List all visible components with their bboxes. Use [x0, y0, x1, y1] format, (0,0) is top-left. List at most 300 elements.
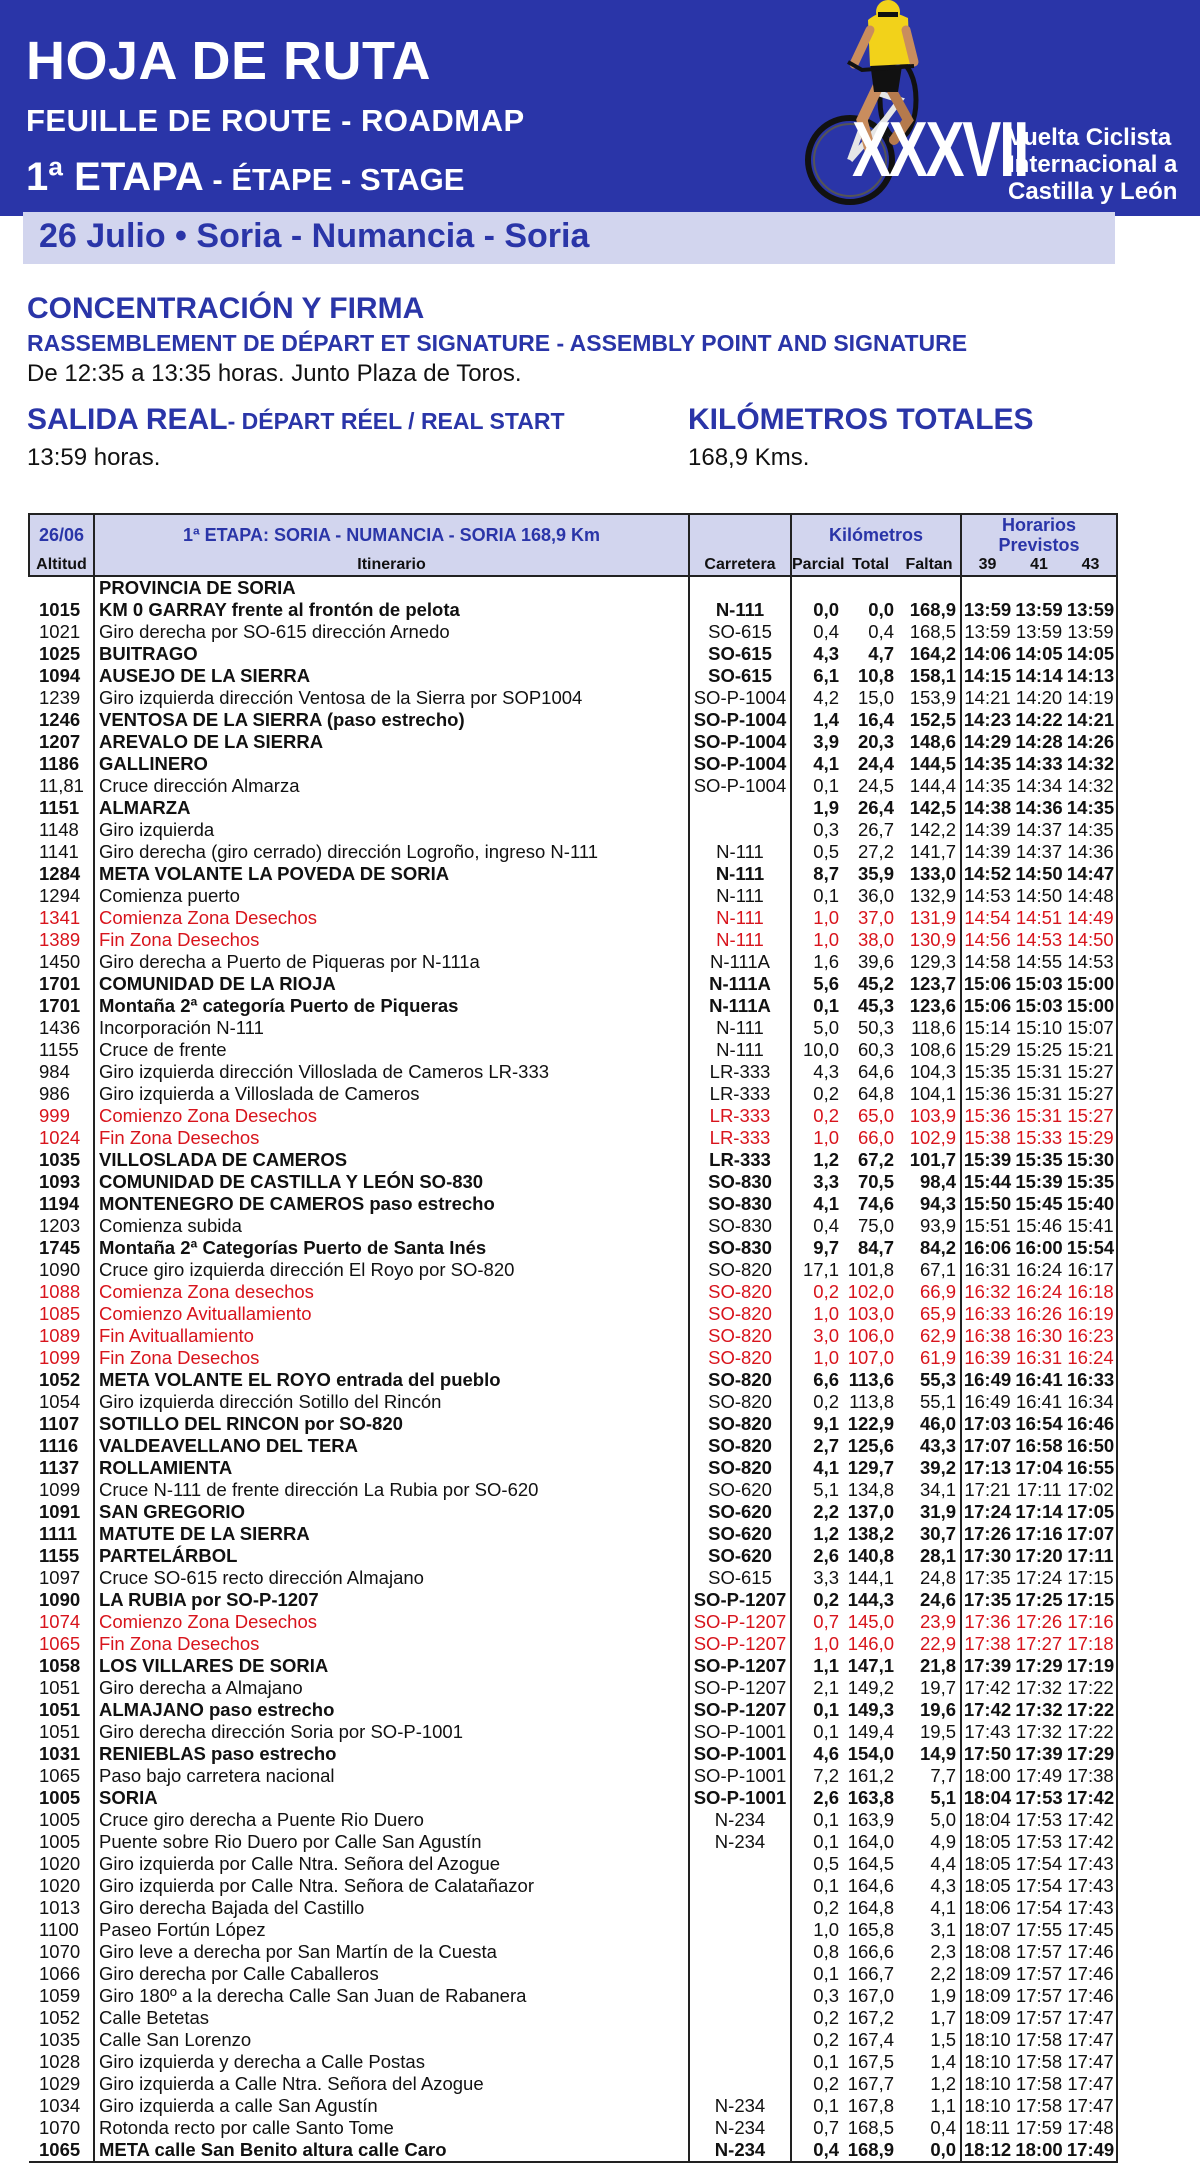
time-41-cell: 16:54 [1015, 1413, 1063, 1434]
road-cell: SO-P-1004 [689, 687, 791, 709]
itinerary-cell: COMUNIDAD DE CASTILLA Y LEÓN SO-830 [94, 1171, 689, 1193]
remaining-km-cell: 19,5 [898, 1721, 961, 1743]
altitude-cell: 1194 [39, 1193, 80, 1214]
time-39-cell: 14:58 [964, 951, 1011, 972]
table-row [29, 1435, 1117, 1457]
time-43-cell: 17:42 [1065, 1831, 1117, 1853]
remaining-km-cell: 142,5 [898, 797, 961, 819]
road-cell: SO-830 [689, 1237, 791, 1259]
total-km-cell: 24,5 [857, 775, 894, 796]
partial-km-cell: 3,9 [791, 731, 843, 753]
road-cell [689, 2073, 791, 2095]
partial-km-cell: 1,0 [791, 1303, 843, 1325]
total-km-cell: 163,8 [847, 1787, 894, 1808]
table-row [29, 621, 1117, 643]
table-row [29, 1963, 1117, 1985]
partial-km-cell: 1,0 [791, 1633, 843, 1655]
table-row [29, 665, 1117, 687]
table-row [29, 841, 1117, 863]
time-43-cell: 16:24 [1065, 1347, 1117, 1369]
table-row [29, 1347, 1117, 1369]
total-km-cell: 137,0 [847, 1501, 894, 1522]
time-39-cell: 14:06 [963, 643, 1012, 664]
total-km-cell: 35,9 [857, 863, 894, 884]
road-cell: SO-820 [689, 1259, 791, 1281]
altitude-cell: 1015 [39, 599, 81, 620]
altitude-cell: 1088 [39, 1281, 81, 1302]
itinerary-cell: Paso bajo carretera nacional [94, 1765, 689, 1787]
time-41-cell: 17:32 [1015, 1699, 1063, 1720]
time-43-cell: 17:19 [1065, 1655, 1117, 1677]
altitude-cell: 1074 [39, 1611, 81, 1632]
remaining-km-cell: 5,0 [898, 1809, 961, 1831]
time-43-cell: 15:30 [1065, 1149, 1117, 1171]
table-row [29, 2029, 1117, 2051]
total-km-cell: 74,6 [857, 1193, 894, 1214]
altitude-cell: 1005 [39, 1809, 81, 1830]
itinerary-cell: Comienzo Zona Desechos [94, 1611, 689, 1633]
remaining-km-cell: 14,9 [898, 1743, 961, 1765]
time-43-cell: 17:46 [1065, 1941, 1117, 1963]
remaining-km-cell: 5,1 [898, 1787, 961, 1809]
altitude-cell: 1116 [39, 1435, 79, 1456]
table-row [29, 2007, 1117, 2029]
remaining-km-cell: 133,0 [898, 863, 961, 885]
time-43-cell: 13:59 [1065, 599, 1117, 621]
partial-km-cell: 6,6 [791, 1369, 843, 1391]
header-km-group: Kilómetros [791, 514, 961, 555]
header-h43: 43 [1065, 555, 1117, 576]
time-39-cell: 18:05 [964, 1853, 1011, 1874]
time-43-cell: 14:50 [1065, 929, 1117, 951]
altitude-cell: 1070 [39, 1941, 81, 1962]
altitude-cell: 11,81 [39, 775, 84, 796]
altitude-cell: 1091 [39, 1501, 81, 1522]
time-43-cell: 17:16 [1065, 1611, 1117, 1633]
total-km-cell: 27,2 [857, 841, 894, 862]
time-39-cell: 15:38 [964, 1127, 1011, 1148]
road-cell [689, 2029, 791, 2051]
table-row [29, 599, 1117, 621]
itinerary-cell: Giro derecha Bajada del Castillo [94, 1897, 689, 1919]
time-43-cell: 17:15 [1065, 1589, 1117, 1611]
table-row [29, 1391, 1117, 1413]
time-41-cell: 15:10 [1015, 1017, 1063, 1038]
table-row [29, 951, 1117, 973]
total-km-title: KILÓMETROS TOTALES [688, 403, 1034, 436]
road-cell: SO-P-1001 [689, 1765, 791, 1787]
altitude-cell [29, 576, 94, 599]
table-row [29, 1721, 1117, 1743]
road-cell: SO-620 [689, 1479, 791, 1501]
total-km-cell: 144,1 [847, 1567, 894, 1588]
time-39-cell: 15:50 [963, 1193, 1012, 1214]
altitude-cell: 1099 [39, 1479, 81, 1500]
altitude-cell: 1097 [39, 1567, 81, 1588]
total-km-cell: 20,3 [857, 731, 894, 752]
total-km-cell: 70,5 [857, 1171, 894, 1192]
time-39-cell: 15:51 [964, 1215, 1011, 1236]
time-39-cell: 18:10 [964, 2051, 1011, 2072]
itinerary-cell: COMUNIDAD DE LA RIOJA [94, 973, 689, 995]
time-41-cell: 17:54 [1015, 1897, 1063, 1918]
time-39-cell: 18:00 [964, 1765, 1011, 1786]
itinerary-cell: Giro izquierda a Calle Ntra. Señora del Azogue [94, 2073, 689, 2095]
header-altitud: Altitud [29, 555, 94, 576]
table-row [29, 1171, 1117, 1193]
start-title-sub: - DÉPART RÉEL / REAL START [227, 408, 565, 434]
altitude-cell: 1065 [29, 2139, 94, 2162]
time-43-cell: 17:07 [1065, 1523, 1117, 1545]
time-39-cell: 14:35 [963, 753, 1012, 774]
itinerary-cell: Giro izquierda por Calle Ntra. Señora de Calatañazor [94, 1875, 689, 1897]
total-km-cell: 16,4 [857, 709, 894, 730]
road-cell: LR-333 [689, 1061, 791, 1083]
table-row [29, 1523, 1117, 1545]
remaining-km-cell: 84,2 [898, 1237, 961, 1259]
table-row [29, 2117, 1117, 2139]
time-43-cell: 17:46 [1065, 1963, 1117, 1985]
itinerary-cell: Fin Avituallamiento [94, 1325, 689, 1347]
time-43-cell: 15:29 [1065, 1127, 1117, 1149]
time-43-cell: 13:59 [1065, 621, 1117, 643]
total-km-cell: 167,2 [847, 2007, 894, 2028]
header-carretera: Carretera [689, 555, 791, 576]
time-41-cell: 17:57 [1015, 1941, 1063, 1962]
altitude-cell: 1701 [39, 973, 81, 994]
itinerary-cell: LA RUBIA por SO-P-1207 [94, 1589, 689, 1611]
table-row [29, 797, 1117, 819]
remaining-km-cell: 21,8 [898, 1655, 961, 1677]
page-subtitle: FEUILLE DE ROUTE - ROADMAP [26, 103, 525, 138]
itinerary-cell: Comienza Zona Desechos [94, 907, 689, 929]
time-43-cell: 15:41 [1065, 1215, 1117, 1237]
time-41-cell: 17:11 [1016, 1479, 1062, 1500]
table-row [29, 1985, 1117, 2007]
total-km-cell: 106,0 [847, 1325, 894, 1346]
road-cell: SO-P-1001 [689, 1787, 791, 1809]
time-43-cell: 17:11 [1065, 1545, 1117, 1567]
time-41-cell: 15:31 [1015, 1083, 1063, 1104]
itinerary-cell: PROVINCIA DE SORIA [94, 576, 689, 599]
time-41-cell: 17:53 [1015, 1787, 1063, 1808]
remaining-km-cell [898, 576, 961, 599]
remaining-km-cell: 1,7 [898, 2007, 961, 2029]
total-km-cell: 125,6 [847, 1435, 894, 1456]
time-39-cell: 17:21 [964, 1479, 1011, 1500]
remaining-km-cell: 22,9 [898, 1633, 961, 1655]
total-km-cell: 164,0 [847, 1831, 894, 1852]
time-39-cell: 18:10 [964, 2029, 1011, 2050]
time-39-cell: 14:39 [964, 819, 1011, 840]
total-km-cell: 149,3 [847, 1699, 894, 1720]
road-cell: N-111 [689, 599, 791, 621]
time-39-cell: 15:36 [964, 1083, 1011, 1104]
assembly-title: CONCENTRACIÓN Y FIRMA [27, 292, 425, 325]
time-41-cell [1013, 576, 1065, 599]
road-cell: N-111 [689, 929, 791, 951]
time-41-cell: 15:35 [1015, 1149, 1063, 1170]
road-cell: SO-830 [689, 1215, 791, 1237]
total-km-cell: 67,2 [857, 1149, 894, 1170]
table-row [29, 2095, 1117, 2117]
table-row [29, 643, 1117, 665]
total-km-cell: 103,0 [847, 1303, 894, 1324]
road-cell: SO-820 [689, 1325, 791, 1347]
altitude-cell: 1239 [39, 687, 81, 708]
time-39-cell: 18:11 [965, 2117, 1010, 2138]
time-39-cell: 15:39 [963, 1149, 1012, 1170]
remaining-km-cell: 1,2 [898, 2073, 961, 2095]
itinerary-cell: VILLOSLADA DE CAMEROS [94, 1149, 689, 1171]
assembly-subtitle: RASSEMBLEMENT DE DÉPART ET SIGNATURE - ASSEMBLY POINT AND SIGNATURE [27, 330, 968, 356]
time-41-cell: 16:41 [1015, 1369, 1063, 1390]
road-cell [689, 1875, 791, 1897]
altitude-cell: 984 [39, 1061, 70, 1082]
itinerary-cell: Rotonda recto por calle Santo Tome [94, 2117, 689, 2139]
assembly-text: De 12:35 a 13:35 horas. Junto Plaza de Toros. [27, 360, 522, 387]
itinerary-cell: Fin Zona Desechos [94, 1347, 689, 1369]
table-row [29, 1589, 1117, 1611]
time-39-cell: 17:35 [964, 1567, 1011, 1588]
road-cell: SO-P-1207 [689, 1589, 791, 1611]
partial-km-cell: 1,9 [791, 797, 843, 819]
time-41-cell: 16:30 [1015, 1325, 1063, 1346]
time-39-cell: 15:06 [963, 973, 1012, 994]
partial-km-cell: 1,4 [791, 709, 843, 731]
itinerary-cell: KM 0 GARRAY frente al frontón de pelota [94, 599, 689, 621]
table-row [29, 1127, 1117, 1149]
altitude-cell: 1021 [39, 621, 81, 642]
altitude-cell: 1054 [39, 1391, 81, 1412]
time-43-cell: 17:22 [1065, 1677, 1117, 1699]
time-39-cell: 17:36 [964, 1611, 1011, 1632]
itinerary-cell: Puente sobre Rio Duero por Calle San Agustín [94, 1831, 689, 1853]
header-banner [0, 0, 1200, 216]
time-43-cell: 14:19 [1065, 687, 1117, 709]
remaining-km-cell: 108,6 [898, 1039, 961, 1061]
time-41-cell: 17:27 [1015, 1633, 1063, 1654]
partial-km-cell: 1,1 [791, 1655, 843, 1677]
road-cell: SO-P-1207 [689, 1633, 791, 1655]
table-row [29, 1787, 1117, 1809]
table-row [29, 2073, 1117, 2095]
time-41-cell: 14:37 [1015, 841, 1063, 862]
time-43-cell [1065, 576, 1117, 599]
header-total: Total [843, 555, 898, 576]
total-km-cell: 26,4 [857, 797, 894, 818]
itinerary-cell: Cruce SO-615 recto dirección Almajano [94, 1567, 689, 1589]
itinerary-cell: Cruce giro derecha a Puente Rio Duero [94, 1809, 689, 1831]
partial-km-cell: 8,7 [791, 863, 843, 885]
partial-km-cell: 0,1 [791, 775, 843, 797]
time-43-cell: 17:48 [1065, 2117, 1117, 2139]
table-row [29, 1369, 1117, 1391]
total-km-cell: 10,8 [857, 665, 894, 686]
partial-km-cell: 0,1 [791, 1699, 843, 1721]
time-39-cell: 14:29 [963, 731, 1012, 752]
table-row [29, 1061, 1117, 1083]
time-39-cell: 14:56 [964, 929, 1011, 950]
road-cell: LR-333 [689, 1083, 791, 1105]
remaining-km-cell: 164,2 [898, 643, 961, 665]
table-row [29, 1039, 1117, 1061]
time-41-cell: 17:14 [1015, 1501, 1063, 1522]
time-41-cell: 14:37 [1015, 819, 1063, 840]
time-39-cell: 16:49 [964, 1391, 1011, 1412]
road-cell: SO-615 [689, 1567, 791, 1589]
itinerary-cell: Giro derecha por SO-615 dirección Arnedo [94, 621, 689, 643]
itinerary-cell: Cruce dirección Almarza [94, 775, 689, 797]
remaining-km-cell: 4,1 [898, 1897, 961, 1919]
remaining-km-cell: 62,9 [898, 1325, 961, 1347]
road-cell: SO-P-1207 [689, 1611, 791, 1633]
altitude-cell: 1107 [39, 1413, 80, 1434]
time-39-cell: 17:43 [964, 1721, 1011, 1742]
altitude-cell: 1065 [39, 1633, 81, 1654]
altitude-cell: 1341 [39, 907, 81, 928]
altitude-cell: 1051 [39, 1677, 81, 1698]
header-road-blank [689, 514, 791, 555]
time-39-cell: 17:24 [963, 1501, 1012, 1522]
altitude-cell: 1058 [39, 1655, 81, 1676]
time-41-cell: 14:05 [1015, 643, 1063, 664]
time-41-cell: 17:55 [1015, 1919, 1063, 1940]
total-km-cell: 149,4 [847, 1721, 894, 1742]
time-41-cell: 13:59 [1015, 621, 1063, 642]
altitude-cell: 1389 [39, 929, 81, 950]
table-row [29, 2051, 1117, 2073]
partial-km-cell: 0,3 [791, 1985, 843, 2007]
itinerary-cell: LOS VILLARES DE SORIA [94, 1655, 689, 1677]
road-cell [689, 2007, 791, 2029]
altitude-cell: 1093 [39, 1171, 81, 1192]
table-row [29, 1259, 1117, 1281]
partial-km-cell: 0,7 [791, 2117, 843, 2139]
remaining-km-cell: 2,3 [898, 1941, 961, 1963]
time-39-cell: 17:35 [963, 1589, 1012, 1610]
time-43-cell: 17:47 [1065, 2051, 1117, 2073]
table-row [29, 1919, 1117, 1941]
total-km-cell: 65,0 [857, 1105, 894, 1126]
partial-km-cell: 10,0 [791, 1039, 843, 1061]
start-title [27, 403, 565, 437]
time-43-cell: 17:42 [1065, 1787, 1117, 1809]
total-km-cell: 168,5 [847, 2117, 894, 2138]
time-41-cell: 16:26 [1015, 1303, 1063, 1324]
altitude-cell: 1100 [39, 1919, 79, 1940]
itinerary-cell: Fin Zona Desechos [94, 1127, 689, 1149]
partial-km-cell: 0,1 [791, 2051, 843, 2073]
time-39-cell: 17:42 [964, 1677, 1011, 1698]
road-cell: SO-820 [689, 1303, 791, 1325]
partial-km-cell: 9,7 [791, 1237, 843, 1259]
itinerary-cell: Giro izquierda y derecha a Calle Postas [94, 2051, 689, 2073]
itinerary-cell: Giro 180º a la derecha Calle San Juan de Rabanera [94, 1985, 689, 2007]
table-header-row-1 [29, 514, 1117, 555]
road-cell: SO-830 [689, 1193, 791, 1215]
altitude-cell: 1284 [39, 863, 81, 884]
table-row [29, 1897, 1117, 1919]
road-cell: N-234 [689, 1831, 791, 1853]
time-41-cell: 17:54 [1015, 1875, 1063, 1896]
itinerary-cell: Giro derecha dirección Soria por SO-P-1001 [94, 1721, 689, 1743]
altitude-cell: 986 [39, 1083, 70, 1104]
partial-km-cell: 0,4 [791, 2139, 843, 2162]
table-row [29, 819, 1117, 841]
start-time: 13:59 horas. [27, 444, 161, 471]
altitude-cell: 1028 [39, 2051, 81, 2072]
remaining-km-cell: 4,4 [898, 1853, 961, 1875]
time-39-cell: 13:59 [963, 599, 1012, 620]
itinerary-cell: Giro izquierda a Villoslada de Cameros [94, 1083, 689, 1105]
table-row [29, 1611, 1117, 1633]
total-km-cell: 166,6 [847, 1941, 894, 1962]
itinerary-cell: META VOLANTE LA POVEDA DE SORIA [94, 863, 689, 885]
total-km-cell: 37,0 [857, 907, 894, 928]
altitude-cell: 1099 [39, 1347, 81, 1368]
time-41-cell: 14:28 [1015, 731, 1063, 752]
time-43-cell: 14:05 [1065, 643, 1117, 665]
time-39-cell: 14:38 [963, 797, 1012, 818]
altitude-cell: 1052 [39, 2007, 81, 2028]
header-itinerario: Itinerario [94, 555, 689, 576]
time-43-cell: 17:38 [1065, 1765, 1117, 1787]
race-name-line2: Internacional a [1008, 151, 1178, 178]
time-43-cell: 16:18 [1065, 1281, 1117, 1303]
time-43-cell: 14:21 [1065, 709, 1117, 731]
stage-sub: - ÉTAPE - STAGE [203, 162, 465, 197]
total-km-cell: 24,4 [857, 753, 894, 774]
time-43-cell: 16:17 [1065, 1259, 1117, 1281]
total-km-cell: 161,2 [847, 1765, 894, 1786]
total-km-cell: 129,7 [847, 1457, 894, 1478]
total-km-cell: 64,8 [857, 1083, 894, 1104]
time-43-cell: 15:21 [1065, 1039, 1117, 1061]
itinerary-cell: Giro derecha (giro cerrado) dirección Logroño, ingreso N-111 [94, 841, 689, 863]
partial-km-cell: 2,6 [791, 1787, 843, 1809]
altitude-cell: 1031 [39, 1743, 81, 1764]
time-39-cell: 14:23 [963, 709, 1012, 730]
table-row [29, 1853, 1117, 1875]
table-row [29, 1677, 1117, 1699]
partial-km-cell: 0,1 [791, 1963, 843, 1985]
total-km-cell: 66,0 [857, 1127, 894, 1148]
road-cell: LR-333 [689, 1127, 791, 1149]
itinerary-cell: VALDEAVELLANO DEL TERA [94, 1435, 689, 1457]
time-41-cell: 16:24 [1015, 1281, 1063, 1302]
table-header-row-2 [29, 555, 1117, 576]
time-41-cell: 14:50 [1015, 885, 1063, 906]
altitude-cell: 1020 [39, 1853, 81, 1874]
road-cell: N-111A [689, 995, 791, 1017]
time-39-cell: 17:03 [963, 1413, 1012, 1434]
table-row [29, 1479, 1117, 1501]
total-km-cell: 113,8 [849, 1391, 894, 1412]
remaining-km-cell: 65,9 [898, 1303, 961, 1325]
total-km-cell: 102,0 [847, 1281, 894, 1302]
time-39-cell: 17:26 [963, 1523, 1012, 1544]
partial-km-cell: 7,2 [791, 1765, 843, 1787]
road-cell: N-111A [689, 951, 791, 973]
time-43-cell: 15:27 [1065, 1083, 1117, 1105]
header-date: 26/06 [29, 514, 94, 555]
road-cell: SO-P-1004 [689, 709, 791, 731]
table-row [29, 1501, 1117, 1523]
remaining-km-cell: 93,9 [898, 1215, 961, 1237]
itinerary-cell: Giro derecha por Calle Caballeros [94, 1963, 689, 1985]
time-43-cell: 17:05 [1065, 1501, 1117, 1523]
